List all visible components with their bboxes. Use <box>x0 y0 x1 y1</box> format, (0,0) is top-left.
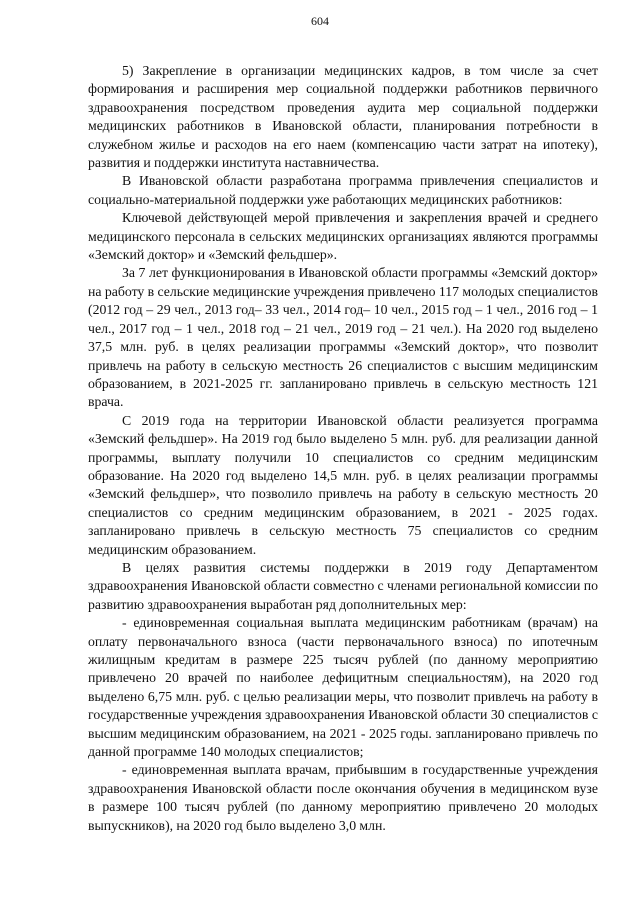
paragraph-zemsky-doctor: За 7 лет функционирования в Ивановской области программы «Земский доктор» на работу в сельские медицинские учреждения привлечено 117 молодых специалистов (2012 год – 29 чел., 2013 год– 33 чел., 2014 год– 10 чел., 2015 год – 1 чел., 2016 год – 1 чел., 2017 год – 1 чел., 2018 год – 21 чел., 2019 год – 21 чел.). На 2020 год выделено 37,5 млн. руб. в целях реализации программы «Земский доктор», что позволит привлечь на работу в сельскую местность 26 специалистов с высшим медицинским образованием, в 2021-2025 гг. запланировано привлечь в сельскую местность 121 врача. <box>88 265 598 410</box>
paragraph-program-intro: В Ивановской области разработана программа привлечения специалистов и социально-материальной поддержки уже работающих медицинских работников: <box>88 173 598 207</box>
list-item-mortgage-payment: - единовременная социальная выплата медицинским работникам (врачам) на оплату первоначального взноса (части первоначального взноса) по ипотечным жилищным кредитам в размере 225 тысяч рублей (по данному мероприятию привлечено 20 врачей по наиболее дефицитным специальностям), на 2020 год выделено 6,75 млн. руб. с целью реализации меры, что позволит привлечь на работу в государственные учреждения здравоохранения Ивановской области 30 специалистов с высшим медицинским образованием, на 2021 - 2025 годы. запланировано привлечь по данной программе 140 молодых специалистов; <box>88 615 598 760</box>
paragraph-zemsky-feldsher: С 2019 года на территории Ивановской области реализуется программа «Земский фельдшер». На 2019 год было выделено 5 млн. руб. для реализации данной программы, выплату получили 10 специалистов со средним медицинским образование. На 2020 год выделено 14,5 млн. руб. в целях реализации программы «Земский фельдшер», что позволило привлечь на работу в сельскую местность 20 специалистов со средним медицинским образованием, в 2021 - 2025 годах. запланировано привлечь в сельскую местность 75 специалистов со средним медицинским образованием. <box>88 412 598 557</box>
paragraph-key-measure: Ключевой действующей мерой привлечения и закрепления врачей и среднего медицинского персонала в сельских медицинских организациях являются программы «Земский доктор» и «Земский фельдшер». <box>88 210 598 263</box>
paragraph-staff-retention: 5) Закрепление в организации медицинских кадров, в том числе за счет формирования и расширения мер социальной поддержки работников первичного здравоохранения посредством проведения аудита мер социальной поддержки медицинских работников в Ивановской области, планирования потребности в служебном жилье и расходов на его наем (компенсацию части затрат на ипотеку), развития и поддержки института наставничества. <box>88 63 598 171</box>
document-body <box>88 62 598 835</box>
page-number: 604 <box>311 14 329 28</box>
list-item-graduate-payment: - единовременная выплата врачам, прибывшим в государственные учреждения здравоохранения Ивановской области после окончания обучения в медицинском вузе в размере 100 тысяч рублей (по данному мероприятию привлечено 20 молодых выпускников), на 2020 год было выделено 3,0 млн. <box>88 762 598 833</box>
paragraph-additional-measures: В целях развития системы поддержки в 2019 году Департаментом здравоохранения Ивановской области совместно с членами региональной комиссии по развитию здравоохранения выработан ряд дополнительных мер: <box>88 559 598 612</box>
